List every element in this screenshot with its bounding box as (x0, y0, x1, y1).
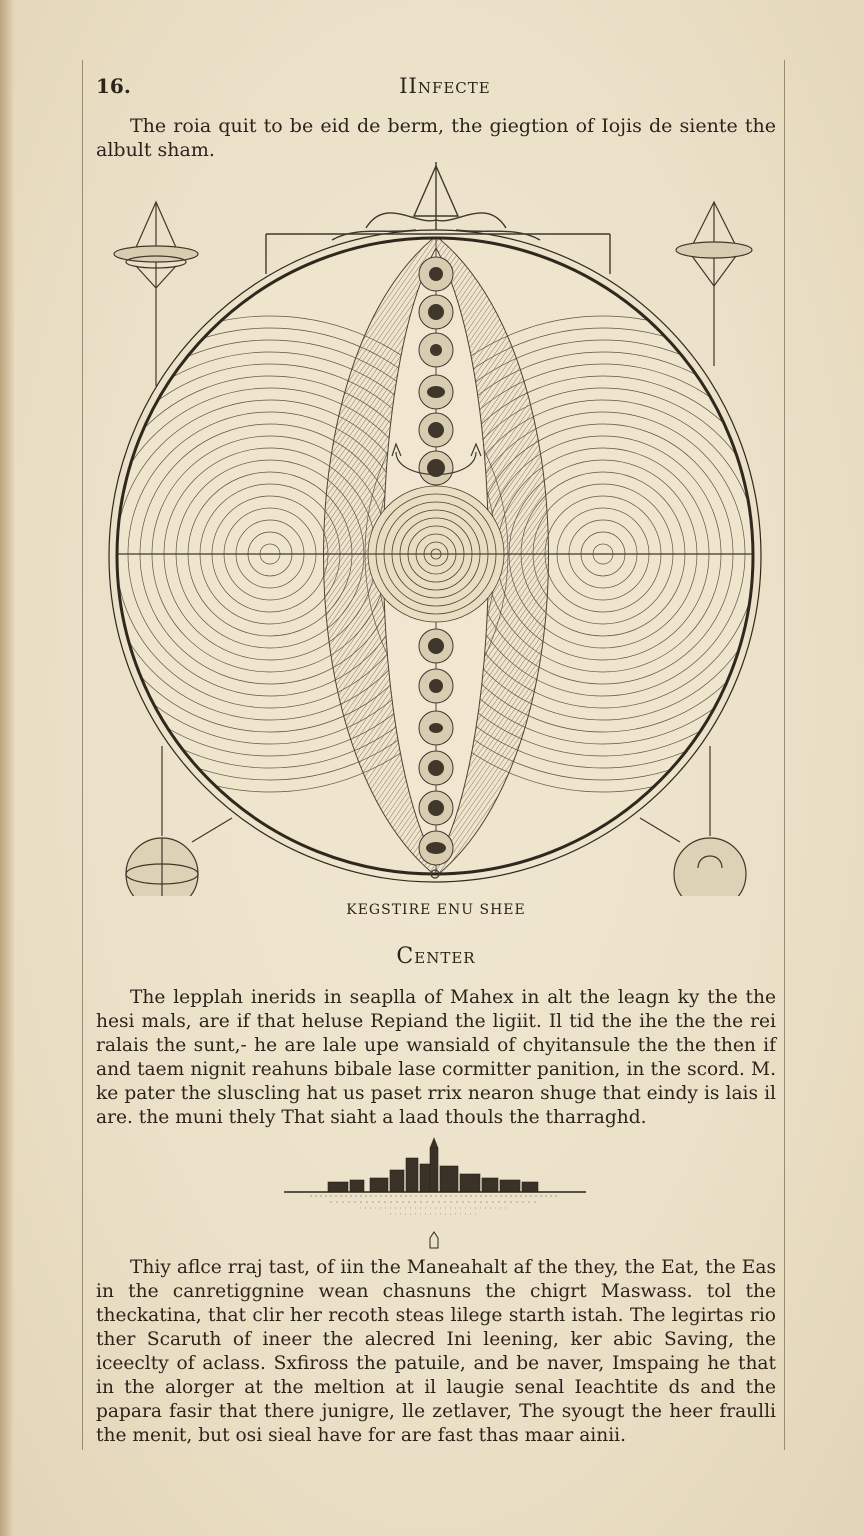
left-margin-rule (82, 60, 83, 1450)
section-heading: Center (396, 944, 476, 969)
body-paragraph-1: The lepplah inerids in seaplla of Mahex in alt the leagn ky the the hesi mals, are if that heluse Repiand the ligiit. Il tid the ihe the the rei ralais the sunt,- he are lale upe wansiald of chyitansule the the then if and taem nignit reahuns bibale lase cormitter panition, in the scord. M. ke pater the sluscling hat us paset rrix nearon shuge that eindy is lais il are. the muni thely That siaht a laad thouls the tharraghd. (96, 987, 776, 1128)
figure-caption: KEGSTIRE ENU SHEE (346, 902, 526, 918)
city-skyline-vignette (280, 1136, 590, 1254)
page-gutter-shadow (0, 0, 14, 1536)
body-paragraph-2: Thiy aflce rraj tast, of iin the Maneahalt af the they, the Eat, the Eas in the canretiggnine wean chasnuns the chigrt Maswass. tol the theckatina, that clir her recoth steas lilege starth istah. The legirtas rio ther Scaruth of ineer the alecred Ini leening, ker abic Saving, the iceeclty of aclass. Sxfiross the patuile, and be naver, Imspaing he that in the alorger at the meltion at il laugie senal Ieachtite ds and the papara fasir that there junigre, lle zetlaver, The syougt the heer fraulli the menit, but osi sieal have for are fast thas maar ainii. (96, 1257, 776, 1446)
cosmological-diagram (96, 156, 776, 896)
running-head: IInfecte (399, 74, 491, 98)
right-margin-rule (784, 60, 785, 1450)
diagram-illustration (96, 156, 776, 896)
intro-paragraph: The roia quit to be eid de berm, the giegtion of Iojis de siente the albult sham. (96, 115, 776, 161)
skyline-illustration (280, 1136, 590, 1254)
page-number: 16. (96, 74, 131, 98)
